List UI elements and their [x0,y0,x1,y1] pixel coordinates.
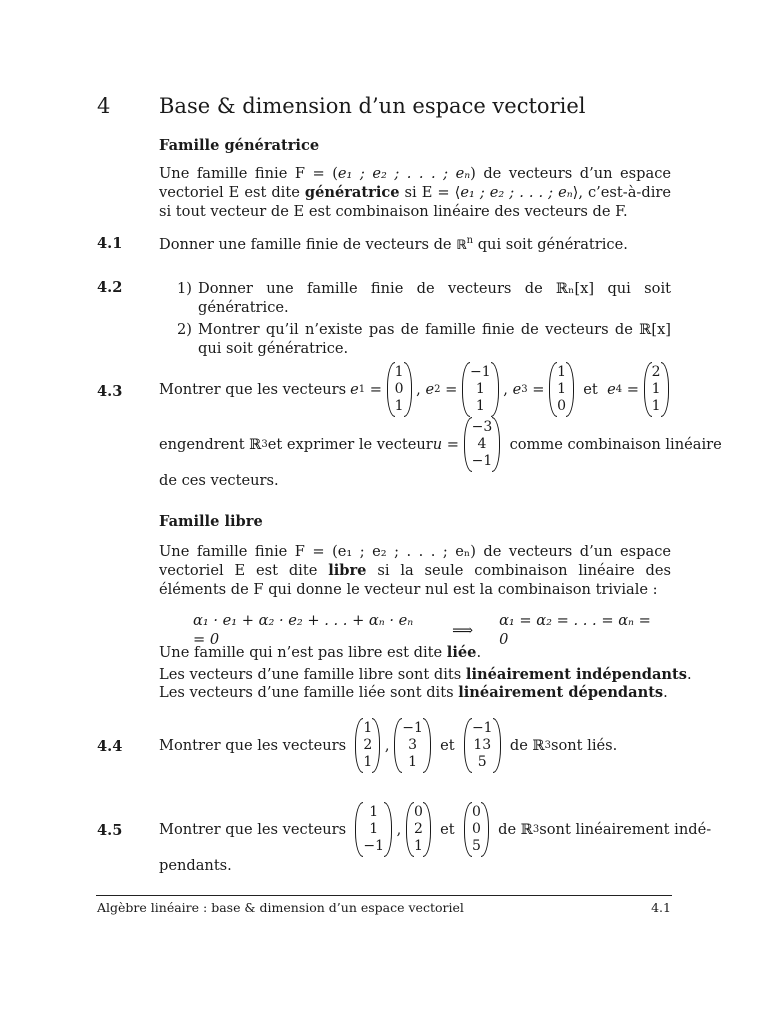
subheading-generatrice: Famille génératrice [159,137,320,154]
exercise-4-1-text: Donner une famille finie de vecteurs de ℝ$^n$ qui soit génératrice. [159,235,628,253]
vector-v1: 1 2 1 [355,720,380,771]
vector-e1: 1 0 1 [387,364,412,415]
vector-w1: 1 1 −1 [355,804,392,855]
subheading-libre: Famille libre [159,513,263,530]
vector-v3: −1 13 5 [464,720,501,771]
exercise-number-4-3: 4.3 [97,383,123,400]
footer-left: Algèbre linéaire : base & dimension d’un espace vectoriel [97,900,464,915]
list-item: 1) Donner une famille finie de vecteurs de ℝₙ[x] qui soit génératrice. [177,280,671,316]
vector-v2: −1 3 1 [394,720,431,771]
exercise-4-3-line3: de ces vecteurs. [159,472,279,489]
definition-libre: Une famille finie F = (e₁ ; e₂ ; . . . ; eₙ) de vecteurs d’un espace vectoriel E est dite libre si la seule combinaison linéaire des éléments de F qui donne le vecteur nul est la combinaison triviale : [159,543,671,598]
section-title: Base & dimension d’un espace vectoriel [159,94,586,118]
footer-page-number: 4.1 [651,900,671,915]
exercise-number-4-2: 4.2 [97,279,123,296]
exercise-number-4-4: 4.4 [97,738,123,755]
exercise-4-3-line1: Montrer que les vecteurs e 1 = 1 0 1 , e 2 = −1 1 1 , e 3 = 1 1 0 et e 4 = 2 1 1 [159,364,669,415]
exercise-4-5-line2: pendants. [159,857,232,874]
vector-w2: 0 2 1 [406,804,431,855]
definition-generatrice: Une famille finie F = (e₁ ; e₂ ; . . . ; eₙ) de vecteurs d’un espace vectoriel E est dite génératrice si E = ⟨e₁ ; e₂ ; . . . ; eₙ⟩, c’est-à-dire si tout vecteur de E est combinaison linéaire des vecteurs de F. [159,165,672,220]
vector-e3: 1 1 0 [549,364,574,415]
exercise-4-3-line2: engendrent ℝ 3 et exprimer le vecteur u = −3 4 −1 comme combinaison linéaire [159,419,722,470]
section-number: 4 [97,94,111,118]
vector-e4: 2 1 1 [644,364,669,415]
vector-e2: −1 1 1 [462,364,499,415]
footer-rule [96,895,672,896]
exercise-number-4-5: 4.5 [97,822,123,839]
vector-w3: 0 0 5 [464,804,489,855]
exercise-number-4-1: 4.1 [97,235,123,252]
definition-liee: Une famille qui n’est pas libre est dite liée. [159,644,482,661]
definition-dependants: Les vecteurs d’une famille liée sont dits linéairement dépendants. [159,684,668,701]
vector-u: −3 4 −1 [464,419,501,470]
formula-libre: α₁ · e₁ + α₂ · e₂ + . . . + αₙ · eₙ = 0 ⟹ α₁ = α₂ = . . . = αₙ = 0 [193,612,651,648]
exercise-4-4-text: Montrer que les vecteurs 1 2 1 , −1 3 1 et −1 13 5 de ℝ 3 sont liés. [159,720,617,771]
definition-independants: Les vecteurs d’une famille libre sont dits linéairement indépendants. [159,666,692,683]
exercise-4-2-list [159,279,671,358]
list-item: 2) Montrer qu’il n’existe pas de famille finie de vecteurs de ℝ[x] qui soit génératrice. [177,321,671,357]
exercise-4-5-text: Montrer que les vecteurs 1 1 −1 , 0 2 1 et 0 0 5 de ℝ 3 sont linéairement indé- [159,804,711,855]
